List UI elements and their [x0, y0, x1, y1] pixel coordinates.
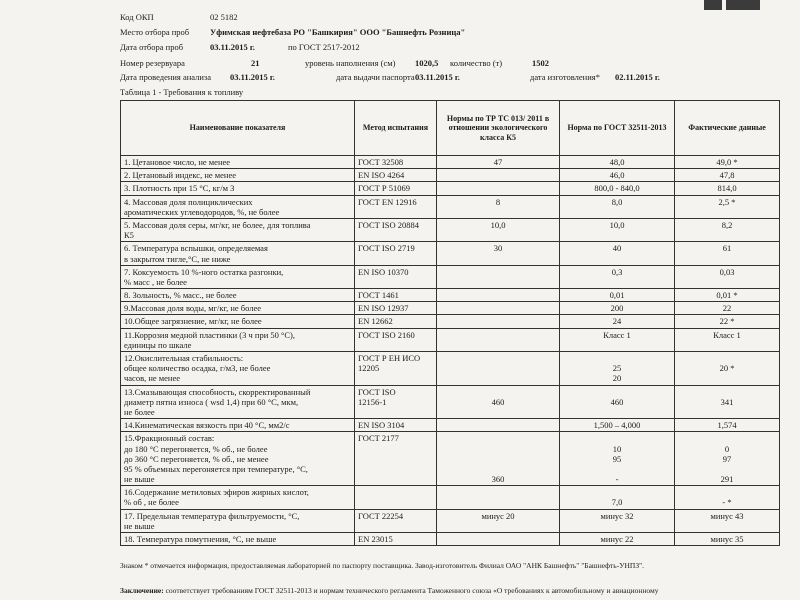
cell-line	[678, 487, 776, 497]
cell-line: не более	[124, 406, 155, 417]
sample-date-label: Дата отбора проб	[120, 42, 184, 52]
method-cell	[355, 419, 437, 432]
method-cell	[355, 218, 437, 241]
tr-norm-cell	[437, 156, 560, 169]
cell-line: 10,0	[490, 219, 506, 230]
cell-line: ГОСТ 1461	[358, 290, 399, 301]
cell-line: % масс , не более	[124, 276, 187, 287]
gost-norm-cell	[560, 169, 675, 182]
gost-norm-cell	[560, 385, 675, 419]
cell-line: 2. Цетановый индекс, не менее	[124, 170, 237, 181]
table-row	[121, 218, 780, 241]
gost-norm-cell	[560, 156, 675, 169]
table-row	[121, 509, 780, 532]
sample-place-label: Место отбора проб	[120, 27, 190, 37]
passport-date-value: 03.11.2015 г.	[415, 72, 460, 82]
param-name-cell	[121, 328, 355, 351]
table-row	[121, 533, 780, 546]
method-cell	[355, 302, 437, 315]
gost-norm-cell	[560, 419, 675, 432]
cell-line: 1,500 – 4,000	[593, 420, 641, 431]
actual-value-cell	[675, 218, 780, 241]
tr-norm-cell	[437, 328, 560, 351]
cell-line: ГОСТ Р ЕН ИСО	[358, 353, 421, 363]
cell-line: 1,574	[717, 420, 737, 431]
param-name-cell	[121, 218, 355, 241]
actual-value-cell	[675, 169, 780, 182]
param-name-cell	[121, 533, 355, 546]
method-cell	[355, 315, 437, 328]
method-cell	[355, 533, 437, 546]
method-cell	[355, 486, 437, 509]
cell-line: минус 32	[600, 510, 634, 521]
actual-value-cell	[675, 156, 780, 169]
cell-line: 95	[612, 453, 622, 464]
tr-norm-cell	[437, 218, 560, 241]
cell-line: 47,8	[719, 170, 735, 181]
cell-line: 95 % объемных перегоняется при температуре, °С,	[124, 463, 308, 474]
param-name-cell	[121, 182, 355, 195]
sample-place-value: Уфимская нефтебаза РО "Башкирия" ООО "Башнефть Розница"	[210, 27, 466, 37]
stamp-logo	[704, 0, 760, 10]
cell-line	[440, 170, 556, 180]
cell-line: 8. Зольность, % масс., не более	[124, 290, 237, 301]
method-cell	[355, 289, 437, 302]
cell-line	[678, 464, 776, 474]
param-name-cell	[121, 315, 355, 328]
cell-line: не выше	[124, 474, 155, 485]
cell-line: 17. Предельная температура фильтруемости, °С,	[124, 510, 300, 521]
cell-line	[440, 267, 556, 277]
cell-line: EN 12662	[358, 316, 393, 327]
cell-line: 12205	[358, 363, 380, 374]
cell-line	[440, 433, 556, 443]
cell-line	[358, 487, 433, 497]
table-row	[121, 432, 780, 486]
cell-line	[563, 487, 671, 497]
param-name-cell	[121, 195, 355, 218]
tr-norm-cell	[437, 385, 560, 419]
actual-value-cell	[675, 385, 780, 419]
analysis-date-value: 03.11.2015 г.	[230, 72, 275, 82]
cell-line: 2,5 *	[718, 196, 736, 207]
cell-line	[678, 387, 776, 397]
cell-line: не выше	[124, 520, 155, 531]
gost-norm-cell	[560, 328, 675, 351]
table-row	[121, 289, 780, 302]
table-row	[121, 156, 780, 169]
cell-line: 460	[491, 396, 505, 407]
cell-line: EN ISO 10370	[358, 266, 409, 277]
param-name-cell	[121, 242, 355, 265]
table-row	[121, 352, 780, 386]
cell-line: в закрытом тигле,°С, не ниже	[124, 253, 231, 264]
cell-line: ГОСТ ISO 20884	[358, 219, 420, 230]
cell-line: - *	[722, 497, 732, 508]
cell-line: ГОСТ 22254	[358, 510, 404, 521]
gost-norm-cell	[560, 182, 675, 195]
cell-line: до 360 °С перегоняется, % об., не менее	[124, 453, 269, 464]
cell-line: 814,0	[717, 183, 737, 194]
cell-line	[563, 433, 671, 443]
param-name-cell	[121, 385, 355, 419]
cell-line: 6. Температура вспышки, определяемая	[124, 243, 268, 254]
cell-line: ГОСТ 2177	[358, 433, 399, 444]
cell-line: 10,0	[609, 219, 625, 230]
gost-norm-cell	[560, 265, 675, 288]
actual-value-cell	[675, 315, 780, 328]
table-row	[121, 242, 780, 265]
cell-line: 61	[722, 243, 732, 254]
tr-norm-cell	[437, 432, 560, 486]
tr-norm-cell	[437, 315, 560, 328]
actual-value-cell	[675, 265, 780, 288]
footnote: Знаком * отмечается информация, предоставляемая лабораторией по паспорту поставщика. Завод-изготовитель Филиал ОАО "АНК Башнефть" "Башнефть-УНПЗ".	[120, 561, 645, 570]
gost-norm-cell	[560, 432, 675, 486]
method-cell	[355, 385, 437, 419]
level-value: 1020,5	[415, 58, 439, 68]
cell-line	[440, 487, 556, 497]
param-name-cell	[121, 352, 355, 386]
param-name-cell	[121, 509, 355, 532]
cell-line: EN ISO 3104	[358, 420, 405, 431]
cell-line: 97	[722, 453, 732, 464]
param-name-cell	[121, 419, 355, 432]
cell-line: EN 23015	[358, 534, 393, 544]
cell-line	[440, 387, 556, 397]
cell-line: 40	[612, 243, 622, 254]
cell-line	[440, 183, 556, 193]
col-header-method: Метод испытания	[355, 101, 437, 156]
cell-line: 10	[612, 443, 622, 454]
cell-line: минус 22	[600, 534, 634, 544]
cell-line: ГОСТ ISO 2160	[358, 329, 415, 340]
qty-label: количество (т)	[450, 58, 503, 68]
cell-line: минус 20	[481, 510, 515, 521]
actual-value-cell	[675, 302, 780, 315]
okp-label: Код ОКП	[120, 12, 154, 22]
cell-line: 7. Коксуемость 10 %-ного остатка разгонки,	[124, 266, 284, 277]
method-cell	[355, 195, 437, 218]
cell-line: 47	[493, 157, 503, 167]
table-caption: Таблица 1 - Требования к топливу	[120, 87, 244, 97]
cell-line: 0	[724, 443, 730, 454]
tank-value: 21	[251, 58, 260, 68]
requirements-table	[120, 100, 780, 546]
tr-norm-cell	[437, 265, 560, 288]
cell-line	[678, 373, 776, 383]
param-name-cell	[121, 432, 355, 486]
col-header-name: Наименование показателя	[121, 101, 355, 156]
cell-line	[440, 534, 556, 544]
cell-line: 341	[720, 396, 734, 407]
actual-value-cell	[675, 509, 780, 532]
cell-line: ГОСТ Р 51069	[358, 183, 411, 194]
cell-line	[563, 464, 671, 474]
cell-line: К5	[124, 230, 134, 241]
cell-line: 24	[612, 316, 622, 327]
tr-norm-cell	[437, 289, 560, 302]
cell-line	[440, 444, 556, 454]
param-name-cell	[121, 486, 355, 509]
gost-norm-cell	[560, 195, 675, 218]
cell-line	[440, 454, 556, 464]
cell-line: 5. Массовая доля серы, мг/кг, не более, для топлива	[124, 219, 311, 230]
cell-line: 18. Температура помутнения, °С, не выше	[124, 534, 277, 544]
passport-date-label: дата выдачи паспорта	[336, 72, 415, 82]
cell-line: % об , не более	[124, 497, 179, 508]
cell-line: 12156-1	[358, 396, 387, 407]
gost-norm-cell	[560, 289, 675, 302]
gost-norm-cell	[560, 533, 675, 546]
table-row	[121, 169, 780, 182]
manufacture-date-value: 02.11.2015 г.	[615, 72, 660, 82]
cell-line	[440, 303, 556, 313]
cell-line: минус 43	[710, 510, 744, 521]
cell-line: 1. Цетановое число, не менее	[124, 157, 231, 167]
table-body	[121, 156, 780, 546]
table-row	[121, 328, 780, 351]
method-cell	[355, 328, 437, 351]
cell-line: 4. Массовая доля полициклических	[124, 196, 253, 207]
cell-line: 8,0	[611, 196, 623, 207]
cell-line: 3. Плотность при 15 °С, кг/м 3	[124, 183, 235, 194]
conclusion	[120, 586, 659, 595]
tr-norm-cell	[437, 242, 560, 265]
col-header-tr-norm: Нормы по ТР ТС 013/ 2011 в отношении экологического класса К5	[437, 101, 560, 156]
method-cell	[355, 242, 437, 265]
cell-line: 25	[612, 363, 622, 374]
cell-line: ГОСТ 32508	[358, 157, 404, 167]
param-name-cell	[121, 265, 355, 288]
actual-value-cell	[675, 242, 780, 265]
cell-line: 291	[720, 474, 734, 485]
method-cell	[355, 352, 437, 386]
cell-line: 0,3	[611, 266, 623, 277]
tr-norm-cell	[437, 182, 560, 195]
manufacture-date-label: дата изготовления*	[530, 72, 600, 82]
cell-line: 30	[493, 243, 503, 254]
cell-line: 11.Коррозия медной пластинки (3 ч при 50 °С),	[124, 329, 296, 340]
actual-value-cell	[675, 328, 780, 351]
cell-line	[678, 433, 776, 443]
tr-norm-cell	[437, 169, 560, 182]
cell-line: 49,0 *	[716, 157, 738, 167]
tank-label: Номер резервуара	[120, 58, 185, 68]
cell-line	[440, 330, 556, 340]
table-row	[121, 195, 780, 218]
cell-line: 360	[491, 474, 505, 485]
gost-norm-cell	[560, 218, 675, 241]
cell-line: EN ISO 4264	[358, 170, 405, 181]
cell-line	[440, 464, 556, 474]
tr-norm-cell	[437, 419, 560, 432]
table-row	[121, 486, 780, 509]
cell-line: EN ISO 12937	[358, 303, 409, 314]
cell-line: до 180 °С перегоняется, % об., не более	[124, 443, 268, 454]
tr-norm-cell	[437, 486, 560, 509]
tr-norm-cell	[437, 195, 560, 218]
cell-line: Класс 1	[713, 329, 741, 340]
conclusion-text: соответствует требованиям ГОСТ 32511-2013 и нормам технического регламента Таможенного союза «О требованиях к автомобильному и авиационному	[165, 586, 659, 595]
tr-norm-cell	[437, 533, 560, 546]
cell-line	[440, 420, 556, 430]
cell-line: минус 35	[710, 534, 744, 544]
cell-line: 8,2	[721, 219, 733, 230]
sample-method: по ГОСТ 2517-2012	[288, 42, 360, 52]
cell-line: 800,0 - 840,0	[594, 183, 640, 194]
analysis-date-label: Дата проведения анализа	[120, 72, 212, 82]
cell-line: 12.Окислительная стабильность:	[124, 353, 244, 363]
cell-line	[678, 353, 776, 363]
cell-line: 7,0	[611, 497, 623, 508]
gost-norm-cell	[560, 302, 675, 315]
cell-line: 0,01 *	[716, 290, 738, 301]
cell-line: ГОСТ ISO 2719	[358, 243, 415, 254]
level-label: уровень наполнения (см)	[305, 58, 396, 68]
cell-line	[563, 387, 671, 397]
cell-line: единицы по шкале	[124, 339, 192, 350]
cell-line: ГОСТ EN 12916	[358, 196, 417, 207]
cell-line: диаметр пятна износа ( wsd 1,4) при 60 °С, мкм,	[124, 396, 299, 407]
table-row	[121, 182, 780, 195]
table-row	[121, 302, 780, 315]
cell-line: 16.Содержание метиловых эфиров жирных кислот,	[124, 487, 309, 498]
col-header-actual: Фактические данные	[675, 101, 780, 156]
cell-line: 14.Кинематическая вязкость при 40 °С, мм2/с	[124, 420, 290, 431]
method-cell	[355, 156, 437, 169]
method-cell	[355, 182, 437, 195]
okp-value: 02 5182	[210, 12, 238, 22]
gost-norm-cell	[560, 486, 675, 509]
cell-line: 20 *	[719, 363, 735, 374]
actual-value-cell	[675, 195, 780, 218]
cell-line	[440, 316, 556, 326]
qty-value: 1502	[532, 58, 549, 68]
cell-line: 15.Фракционный состав:	[124, 433, 215, 444]
cell-line: 20	[612, 373, 622, 384]
cell-line: ГОСТ ISO	[358, 386, 396, 397]
tr-norm-cell	[437, 302, 560, 315]
actual-value-cell	[675, 352, 780, 386]
method-cell	[355, 432, 437, 486]
col-header-gost-norm: Норма по ГОСТ 32511-2013	[560, 101, 675, 156]
gost-norm-cell	[560, 315, 675, 328]
cell-line: Класс 1	[603, 329, 631, 340]
tr-norm-cell	[437, 509, 560, 532]
cell-line: 46,0	[609, 170, 625, 181]
gost-norm-cell	[560, 509, 675, 532]
param-name-cell	[121, 302, 355, 315]
cell-line: 48,0	[609, 157, 625, 167]
cell-line: ароматических углеводородов, %, не более	[124, 206, 280, 217]
cell-line	[440, 290, 556, 300]
cell-line: 460	[610, 396, 624, 407]
gost-norm-cell	[560, 352, 675, 386]
table-row	[121, 419, 780, 432]
table-header-row	[121, 101, 780, 156]
cell-line	[563, 353, 671, 363]
actual-value-cell	[675, 289, 780, 302]
method-cell	[355, 265, 437, 288]
cell-line: 8	[495, 196, 501, 207]
cell-line: 200	[610, 303, 624, 314]
cell-line: 22 *	[719, 316, 735, 327]
table-row	[121, 385, 780, 419]
gost-norm-cell	[560, 242, 675, 265]
sample-date-value: 03.11.2015 г.	[210, 42, 255, 52]
cell-line: 0,03	[719, 266, 735, 277]
cell-line: 10.Общее загрязнение, мг/кг, не более	[124, 316, 262, 327]
method-cell	[355, 509, 437, 532]
table-row	[121, 315, 780, 328]
actual-value-cell	[675, 182, 780, 195]
method-cell	[355, 169, 437, 182]
cell-line: -	[615, 474, 619, 485]
cell-line: 0,01	[609, 290, 625, 301]
cell-line: общее количество осадка, г/м3, не более	[124, 363, 271, 374]
cell-line: 22	[722, 303, 732, 314]
tr-norm-cell	[437, 352, 560, 386]
param-name-cell	[121, 289, 355, 302]
cell-line: часов, не менее	[124, 373, 181, 384]
table-row	[121, 265, 780, 288]
cell-line: 13.Смазывающая способность, скорректированный	[124, 386, 311, 397]
param-name-cell	[121, 169, 355, 182]
param-name-cell	[121, 156, 355, 169]
actual-value-cell	[675, 432, 780, 486]
conclusion-label: Заключение:	[120, 586, 164, 595]
cell-line: 9.Массовая доля воды, мг/кг, не более	[124, 303, 262, 314]
actual-value-cell	[675, 419, 780, 432]
actual-value-cell	[675, 533, 780, 546]
actual-value-cell	[675, 486, 780, 509]
cell-line	[440, 353, 556, 363]
